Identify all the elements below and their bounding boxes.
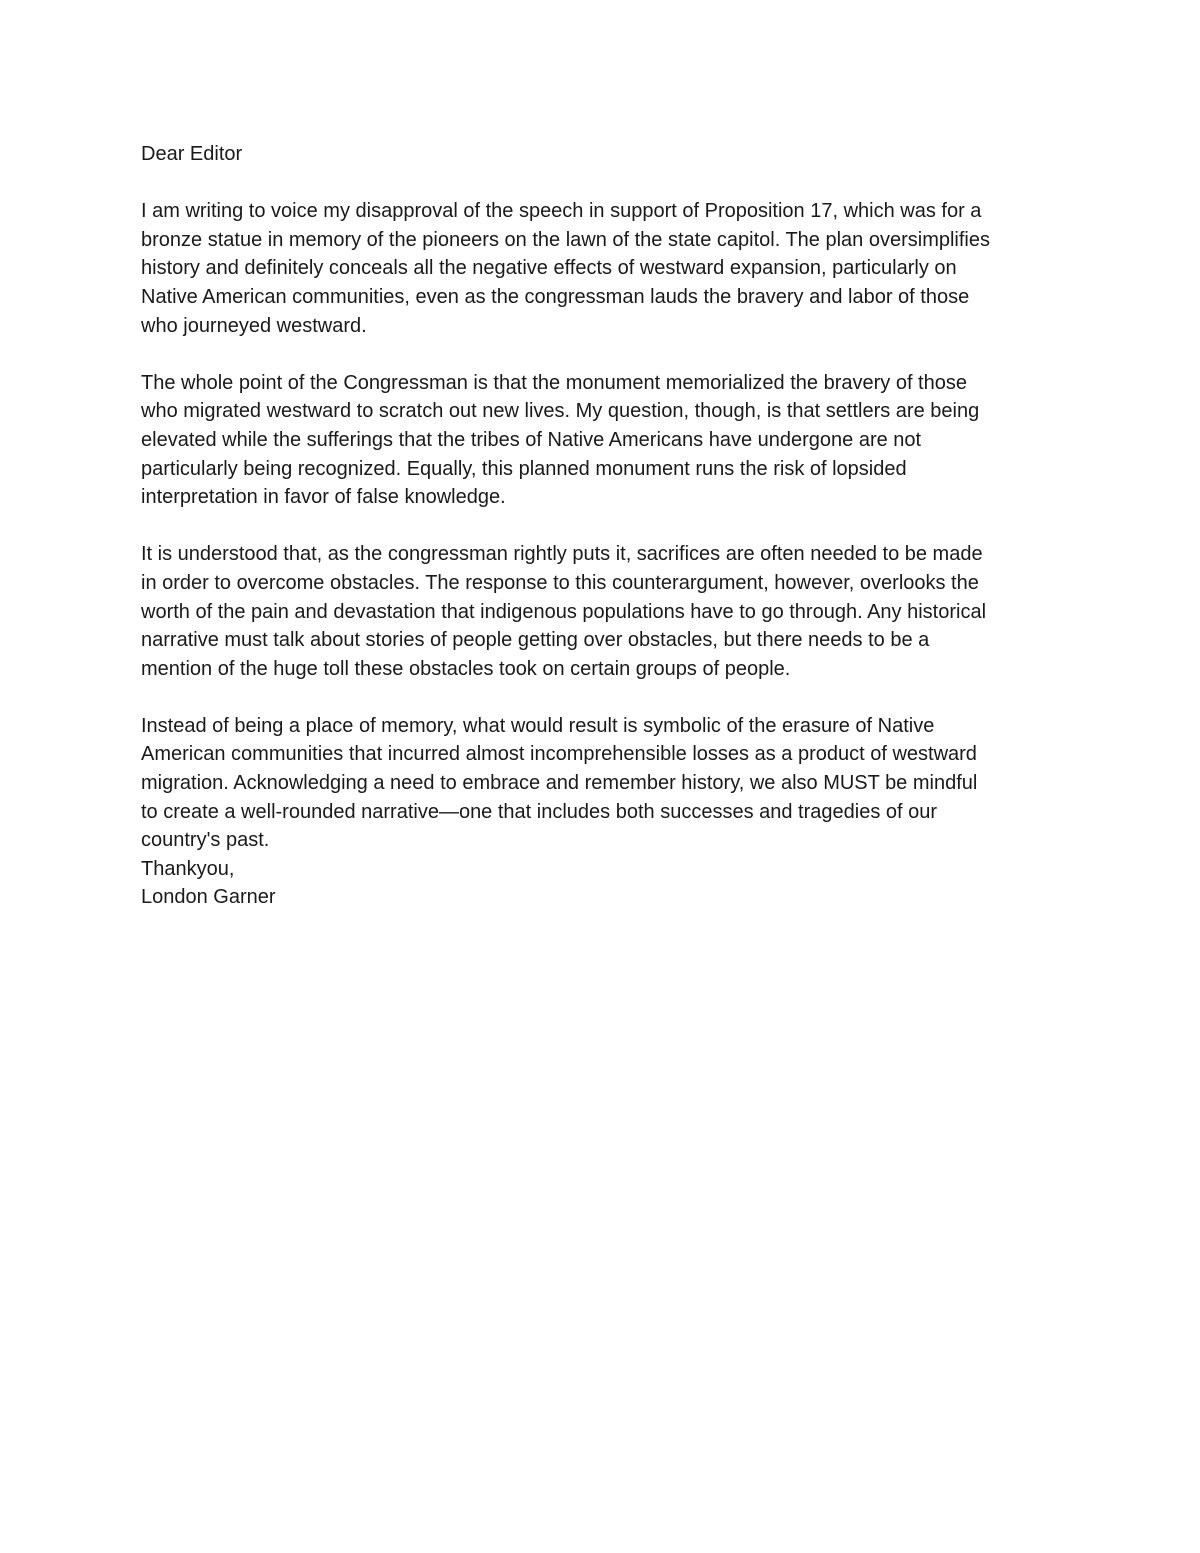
paragraph-4 — [141, 712, 1071, 855]
paragraph-line: who migrated westward to scratch out new lives. My question, though, is that settlers are being — [141, 400, 980, 423]
paragraph-line: American communities that incurred almost incomprehensible losses as a product of westward — [141, 743, 977, 766]
paragraph-line: migration. Acknowledging a need to embrace and remember history, we also MUST be mindful — [141, 772, 978, 795]
paragraph-line: worth of the pain and devastation that indigenous populations have to go through. Any historical — [141, 600, 987, 623]
paragraph-1 — [141, 197, 1071, 340]
paragraph-2 — [141, 369, 1071, 512]
paragraph-line: interpretation in favor of false knowledge. — [141, 486, 506, 509]
paragraph-line: Instead of being a place of memory, what would result is symbolic of the erasure of Native — [141, 714, 935, 737]
paragraph-line: elevated while the sufferings that the tribes of Native Americans have undergone are not — [141, 428, 922, 451]
paragraph-line: to create a well-rounded narrative—one that includes both successes and tragedies of our — [141, 800, 938, 823]
greeting: Dear Editor — [141, 143, 243, 165]
paragraph-3 — [141, 540, 1071, 683]
paragraph-line: narrative must talk about stories of people getting over obstacles, but there needs to be a — [141, 629, 930, 652]
paragraph-line: in order to overcome obstacles. The response to this counterargument, however, overlooks the — [141, 571, 979, 594]
paragraph-line: particularly being recognized. Equally, this planned monument runs the risk of lopsided — [141, 457, 907, 480]
paragraph-line: The whole point of the Congressman is that the monument memorialized the bravery of those — [141, 371, 967, 394]
closing: Thankyou, — [141, 857, 235, 880]
signature: London Garner — [141, 886, 276, 909]
letter-body — [141, 140, 1071, 912]
paragraph-line: mention of the huge toll these obstacles took on certain groups of people. — [141, 657, 791, 680]
paragraph-line: I am writing to voice my disapproval of the speech in support of Proposition 17, which was for a — [141, 200, 982, 223]
paragraph-line: country's past. — [141, 829, 270, 852]
paragraph-line: who journeyed westward. — [141, 314, 367, 337]
paragraph-line: It is understood that, as the congressman rightly puts it, sacrifices are often needed to be made — [141, 543, 983, 566]
paragraph-line: bronze statue in memory of the pioneers on the lawn of the state capitol. The plan oversimplifies — [141, 228, 990, 251]
paragraph-line: history and definitely conceals all the negative effects of westward expansion, particularly on — [141, 257, 957, 280]
paragraph-line: Native American communities, even as the congressman lauds the bravery and labor of those — [141, 285, 970, 308]
